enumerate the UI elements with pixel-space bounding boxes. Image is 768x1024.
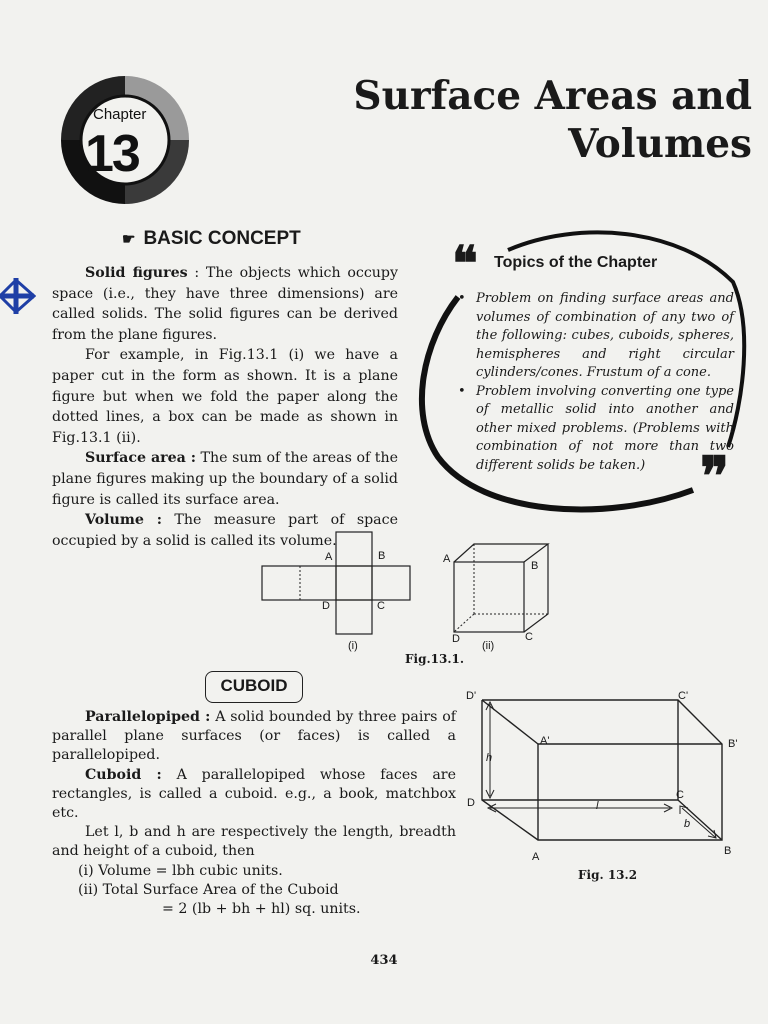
volume-term: Volume : — [85, 512, 162, 529]
box-label-a: A — [443, 553, 451, 565]
fig13-1-caption: Fig.13.1. — [405, 652, 465, 666]
close-quote-icon: ❞ — [700, 444, 730, 508]
fig13-2-caption: Fig. 13.2 — [578, 868, 638, 882]
box-label-b: B — [531, 560, 539, 572]
topics-list — [462, 290, 734, 475]
solid-figures-term: Solid figures — [85, 265, 188, 281]
net-label-b: B — [378, 550, 386, 562]
box-label-c: C — [525, 631, 533, 643]
box-label-d: D — [452, 633, 460, 645]
surface-area-text: The sum of the areas of the plane figures making up the boundary of a solid figure is called its surface area. — [52, 450, 398, 508]
registration-mark-icon — [0, 276, 36, 316]
basic-concept-heading — [122, 228, 301, 250]
let-paragraph: Let l, b and h are respectively the length, breadth and height of a cuboid, then — [52, 824, 456, 860]
parallelopiped-paragraph — [52, 708, 456, 766]
topic-item: • Problem involving converting one type of metallic solid into another and other mixed problems. (Problems with combination of not more than two different solids be taken.) — [462, 383, 734, 476]
surface-area-formula-label: (ii) Total Surface Area of the Cuboid — [78, 881, 339, 898]
surface-area-paragraph — [52, 448, 398, 510]
chapter-badge — [55, 62, 205, 212]
net-label-c: C — [377, 600, 385, 612]
chapter-title-line1: Surface Areas and — [353, 73, 752, 119]
cuboid-label-a: A — [532, 851, 540, 863]
surface-area-formula: = 2 (lb + bh + hl) sq. units. — [162, 901, 361, 918]
cuboid-label-a1: A' — [540, 735, 550, 747]
page-number: 434 — [370, 953, 398, 968]
open-quote-icon: ❝ — [452, 236, 478, 292]
cuboid-heading-box — [205, 671, 303, 703]
volume-formula: (i) Volume = lbh cubic units. — [78, 862, 283, 879]
fig13-1-net — [258, 530, 414, 648]
cuboid-term: Cuboid : — [85, 766, 162, 783]
cuboid-heading: CUBOID — [220, 676, 288, 695]
pointing-hand-icon: ☛ — [122, 231, 136, 248]
example-paragraph: For example, in Fig.13.1 (i) we have a paper cut in the form as shown. It is a plane figure but when we fold the paper along the dotted lines, a box can be made as shown in Fig.13.1 (ii). — [52, 347, 398, 446]
chapter-label: Chapter — [93, 106, 147, 123]
parallelopiped-text: A solid bounded by three pairs of parallel plane surfaces (or faces) is called a parallelopiped. — [52, 709, 456, 764]
fig13-1-box — [450, 538, 560, 638]
cuboid-label-b1: B' — [728, 738, 738, 750]
cuboid-label-h: h — [486, 752, 493, 764]
fig13-1-sub-ii: (ii) — [482, 640, 495, 652]
volume-text: The measure part of space occupied by a solid is called its volume. — [52, 512, 398, 549]
cuboid-label-c1: C' — [678, 690, 689, 702]
chapter-title — [353, 72, 752, 168]
cuboid-paragraph — [52, 766, 456, 824]
topic-item: • Problem on finding surface areas and volumes of combination of any two of the following: cubes, cuboids, spheres, hemispheres and right circular cylinders/cones. Frustum of a cone. — [462, 290, 734, 383]
cuboid-label-c: C — [676, 789, 684, 801]
basic-concept-text: BASIC CONCEPT — [143, 228, 301, 249]
cuboid-text: A parallelopiped whose faces are rectangles, is called a cuboid. e.g., a book, matchbox etc. — [52, 766, 456, 822]
solid-figures-paragraph — [52, 263, 398, 345]
chapter-title-line2: Volumes — [568, 121, 752, 167]
fig13-1-sub-i: (i) — [348, 640, 358, 652]
surface-area-term: Surface area : — [85, 450, 197, 467]
basic-concept-body — [52, 263, 398, 551]
chapter-number: 13 — [85, 125, 139, 183]
cuboid-label-l: l — [596, 800, 599, 812]
solid-figures-text: : The objects which occupy space (i.e., they have three dimensions) are called solids. The solid figures can be derived from the plane figures. — [52, 265, 398, 343]
cuboid-label-b: B — [724, 845, 732, 857]
topics-heading: Topics of the Chapter — [494, 254, 658, 271]
cuboid-label-d: D — [467, 797, 475, 809]
net-label-d: D — [322, 600, 330, 612]
net-label-a: A — [325, 551, 333, 563]
cuboid-body — [52, 708, 456, 919]
cuboid-label-d1: D' — [466, 690, 477, 702]
fig13-2-cuboid — [470, 690, 740, 860]
parallelopiped-term: Parallelopiped : — [85, 709, 211, 725]
cuboid-label-b-dim: b — [684, 818, 691, 830]
